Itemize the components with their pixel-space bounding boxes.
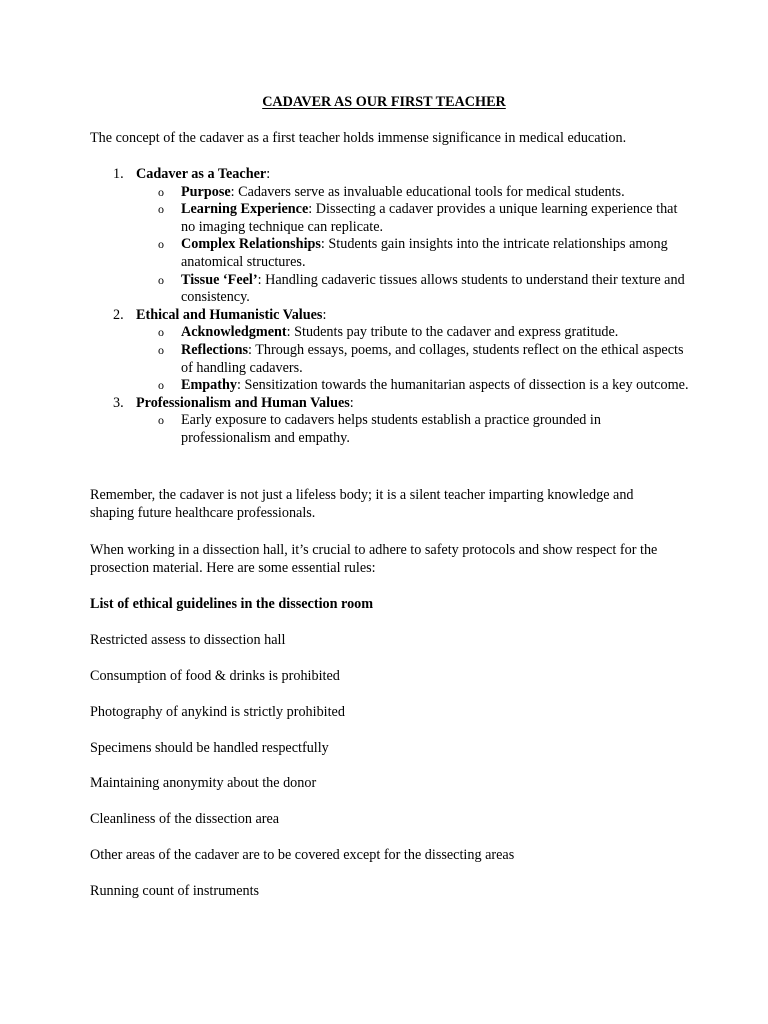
numbered-list bbox=[90, 166, 690, 448]
guideline-item: Running count of instruments bbox=[90, 883, 260, 899]
section-number: 2. bbox=[113, 306, 124, 323]
section-title: Cadaver as a Teacher bbox=[136, 166, 267, 182]
section-number: 3. bbox=[113, 394, 124, 411]
intro-paragraph: The concept of the cadaver as a first teacher holds immense significance in medical education. bbox=[90, 130, 627, 146]
sub-item: o Early exposure to cadavers helps students establish a practice grounded in professionalism and empathy. bbox=[158, 412, 601, 446]
closing-paragraph: Remember, the cadaver is not just a lifeless body; it is a silent teacher imparting knowledge and shaping future healthcare professionals. bbox=[90, 487, 634, 521]
section-title: Professionalism and Human Values bbox=[136, 394, 350, 411]
sub-item: o Tissue ‘Feel’: Handling cadaveric tissues allows students to understand their texture and consistency. bbox=[158, 271, 685, 306]
guideline-item: Consumption of food & drinks is prohibited bbox=[90, 668, 340, 684]
bullet-marker: o bbox=[158, 378, 164, 393]
sub-item: o Acknowledgment: Students pay tribute to the cadaver and express gratitude. bbox=[158, 324, 619, 341]
bullet-marker: o bbox=[158, 272, 164, 287]
sub-item: o Learning Experience: Dissecting a cadaver provides a unique learning experience that no imaging technique can replicate. bbox=[158, 201, 678, 235]
guideline-item: Photography of anykind is strictly prohibited bbox=[90, 704, 345, 720]
guideline-item: Cleanliness of the dissection area bbox=[90, 811, 280, 827]
sub-item: o Reflections: Through essays, poems, and collages, students reflect on the ethical aspects of handling cadavers. bbox=[158, 341, 684, 376]
guideline-item: Specimens should be handled respectfully bbox=[90, 740, 329, 756]
guideline-item: Other areas of the cadaver are to be covered except for the dissecting areas bbox=[90, 847, 515, 863]
sub-item: o Empathy: Sensitization towards the humanitarian aspects of dissection is a key outcome. bbox=[158, 377, 689, 394]
section-1: 1. Cadaver as a Teacher: bbox=[113, 166, 271, 182]
sub-item: o Purpose: Cadavers serve as invaluable educational tools for medical students. bbox=[158, 183, 625, 200]
guideline-item: Maintaining anonymity about the donor bbox=[90, 775, 317, 791]
bullet-marker: o bbox=[158, 342, 164, 357]
sub-item: o Complex Relationships: Students gain insights into the intricate relationships among anatomical structures. bbox=[158, 236, 668, 270]
document-title: CADAVER AS OUR FIRST TEACHER bbox=[262, 94, 506, 110]
section-3: 3. Professionalism and Human Values: bbox=[113, 394, 354, 411]
bullet-marker: o bbox=[158, 237, 164, 252]
bullet-marker: o bbox=[158, 413, 164, 428]
bullet-marker: o bbox=[158, 202, 164, 217]
section-2: 2. Ethical and Humanistic Values: bbox=[113, 306, 327, 323]
dissection-hall-paragraph: When working in a dissection hall, it’s crucial to adhere to safety protocols and show respect for the prosection material. Here are some essential rules: bbox=[90, 542, 658, 576]
bullet-marker: o bbox=[158, 325, 164, 340]
guideline-item: Restricted assess to dissection hall bbox=[90, 632, 286, 648]
section-title: Ethical and Humanistic Values bbox=[136, 306, 323, 323]
bullet-marker: o bbox=[158, 184, 164, 199]
guidelines-heading: List of ethical guidelines in the dissection room bbox=[90, 596, 374, 612]
section-number: 1. bbox=[113, 166, 124, 182]
